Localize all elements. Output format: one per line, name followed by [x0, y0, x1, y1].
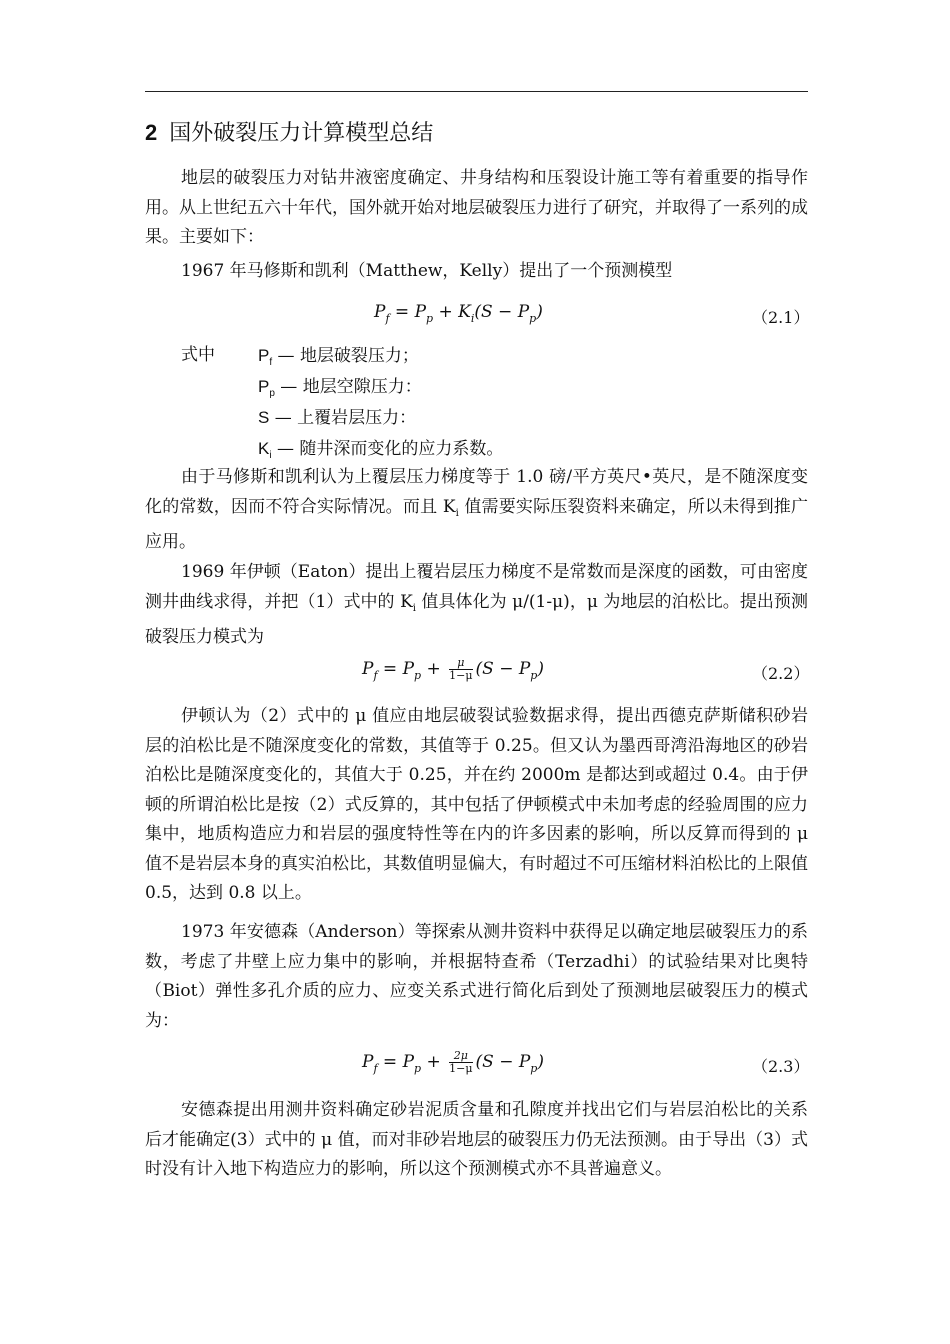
fraction: $\frac{2\mu}{1-\mu}$ — [449, 1049, 473, 1075]
equation-2-1: $P_f = P_p + K_i(S - P_p)$ — [374, 302, 543, 325]
paragraph-eaton-analysis: 伊顿认为（2）式中的 μ 值应由地层破裂试验数据求得，提出西德克萨斯储积砂岩层的泊松比是不随深度变化的常数，其值等于 0.25。但又认为墨西哥湾沿海地区的砂岩泊松比是随深度变化的，其值大于 0.25，并在约 2000m 是都达到或超过 0.4。由于伊顿的所谓泊松比是按（2）式反算的，其中包括了伊顿模式中未加考虑的经验周围的应力集中，地质构造应力和岩层的强度特性等在内的许多因素的影响，所以反算而得到的 μ 值不是岩层本身的真实泊松比，其数值明显偏大，有时超过不可压缩材料泊松比的上限值 0.5，达到 0.8 以上。 — [145, 706, 808, 903]
equation-2-2: $P_f = P_p$ + $\frac{\mu}{1-\mu}$ $(S - P_p)$ — [362, 656, 544, 682]
equation-2-3-number: （2.3） — [752, 1057, 810, 1076]
fraction: $\frac{\mu}{1-\mu}$ — [449, 656, 473, 682]
paragraph-intro: 地层的破裂压力对钻井液密度确定、井身结构和压裂设计施工等有着重要的指导作用。从上世纪五六十年代，国外就开始对地层破裂压力进行了研究，并取得了一系列的成果。主要如下： — [145, 168, 808, 247]
paragraph-eaton: 1969 年伊顿（Eaton）提出上覆岩层压力梯度不是常数而是深度的函数，可由密度测井曲线求得，并把（1）式中的 $K_i$ 值具体化为 μ/(1-μ)，μ 为地层的泊松比。提出预测破裂压力模式为 — [145, 562, 808, 647]
section-title: 国外破裂压力计算模型总结 — [169, 121, 434, 146]
definition-ki: $K_i$ — 随井深而变化的应力系数。 — [258, 439, 504, 461]
paragraph-anderson-critique: 安德森提出用测井资料确定砂岩泥质含量和孔隙度并找出它们与岩层泊松比的关系后才能确定(3）式中的 μ 值，而对非砂岩地层的破裂压力仍无法预测。由于导出（3）式时没有计入地下构造应力的影响，所以这个预测模式亦不具普遍意义。 — [145, 1100, 808, 1179]
paragraph-matthew-critique: 由于马修斯和凯利认为上覆层压力梯度等于 1.0 磅/平方英尺•英尺，是不随深度变化的常数，因而不符合实际情况。而且 $K_i$ 值需要实际压裂资料来确定，所以未得到推广应用。 — [145, 467, 809, 552]
definition-pp: $P_p$ — 地层空隙压力： — [258, 377, 422, 399]
definition-s: S — 上覆岩层压力： — [258, 408, 417, 428]
section-heading — [145, 117, 433, 150]
paragraph-matthew-kelly: 1967 年马修斯和凯利（Matthew，Kelly）提出了一个预测模型 — [181, 261, 673, 281]
paragraph-anderson: 1973 年安德森（Anderson）等探索从测井资料中获得足以确定地层破裂压力的系数，考虑了井壁上应力集中的影响，并根据特查希（Terzadhi）的试验结果对比奥特（Biot）弹性多孔介质的应力、应变关系式进行简化后到处了预测地层破裂压力的模式为： — [145, 922, 808, 1031]
equation-2-2-number: （2.2） — [752, 664, 810, 683]
section-number: 2 — [145, 120, 158, 145]
equation-2-3: $P_f = P_p$ + $\frac{2\mu}{1-\mu}$ $(S - P_p)$ — [362, 1049, 544, 1075]
header-rule — [145, 91, 808, 92]
definition-label: 式中 — [181, 345, 215, 365]
equation-2-1-number: （2.1） — [752, 308, 810, 327]
definition-pf: $P_f$ — 地层破裂压力； — [258, 346, 419, 368]
